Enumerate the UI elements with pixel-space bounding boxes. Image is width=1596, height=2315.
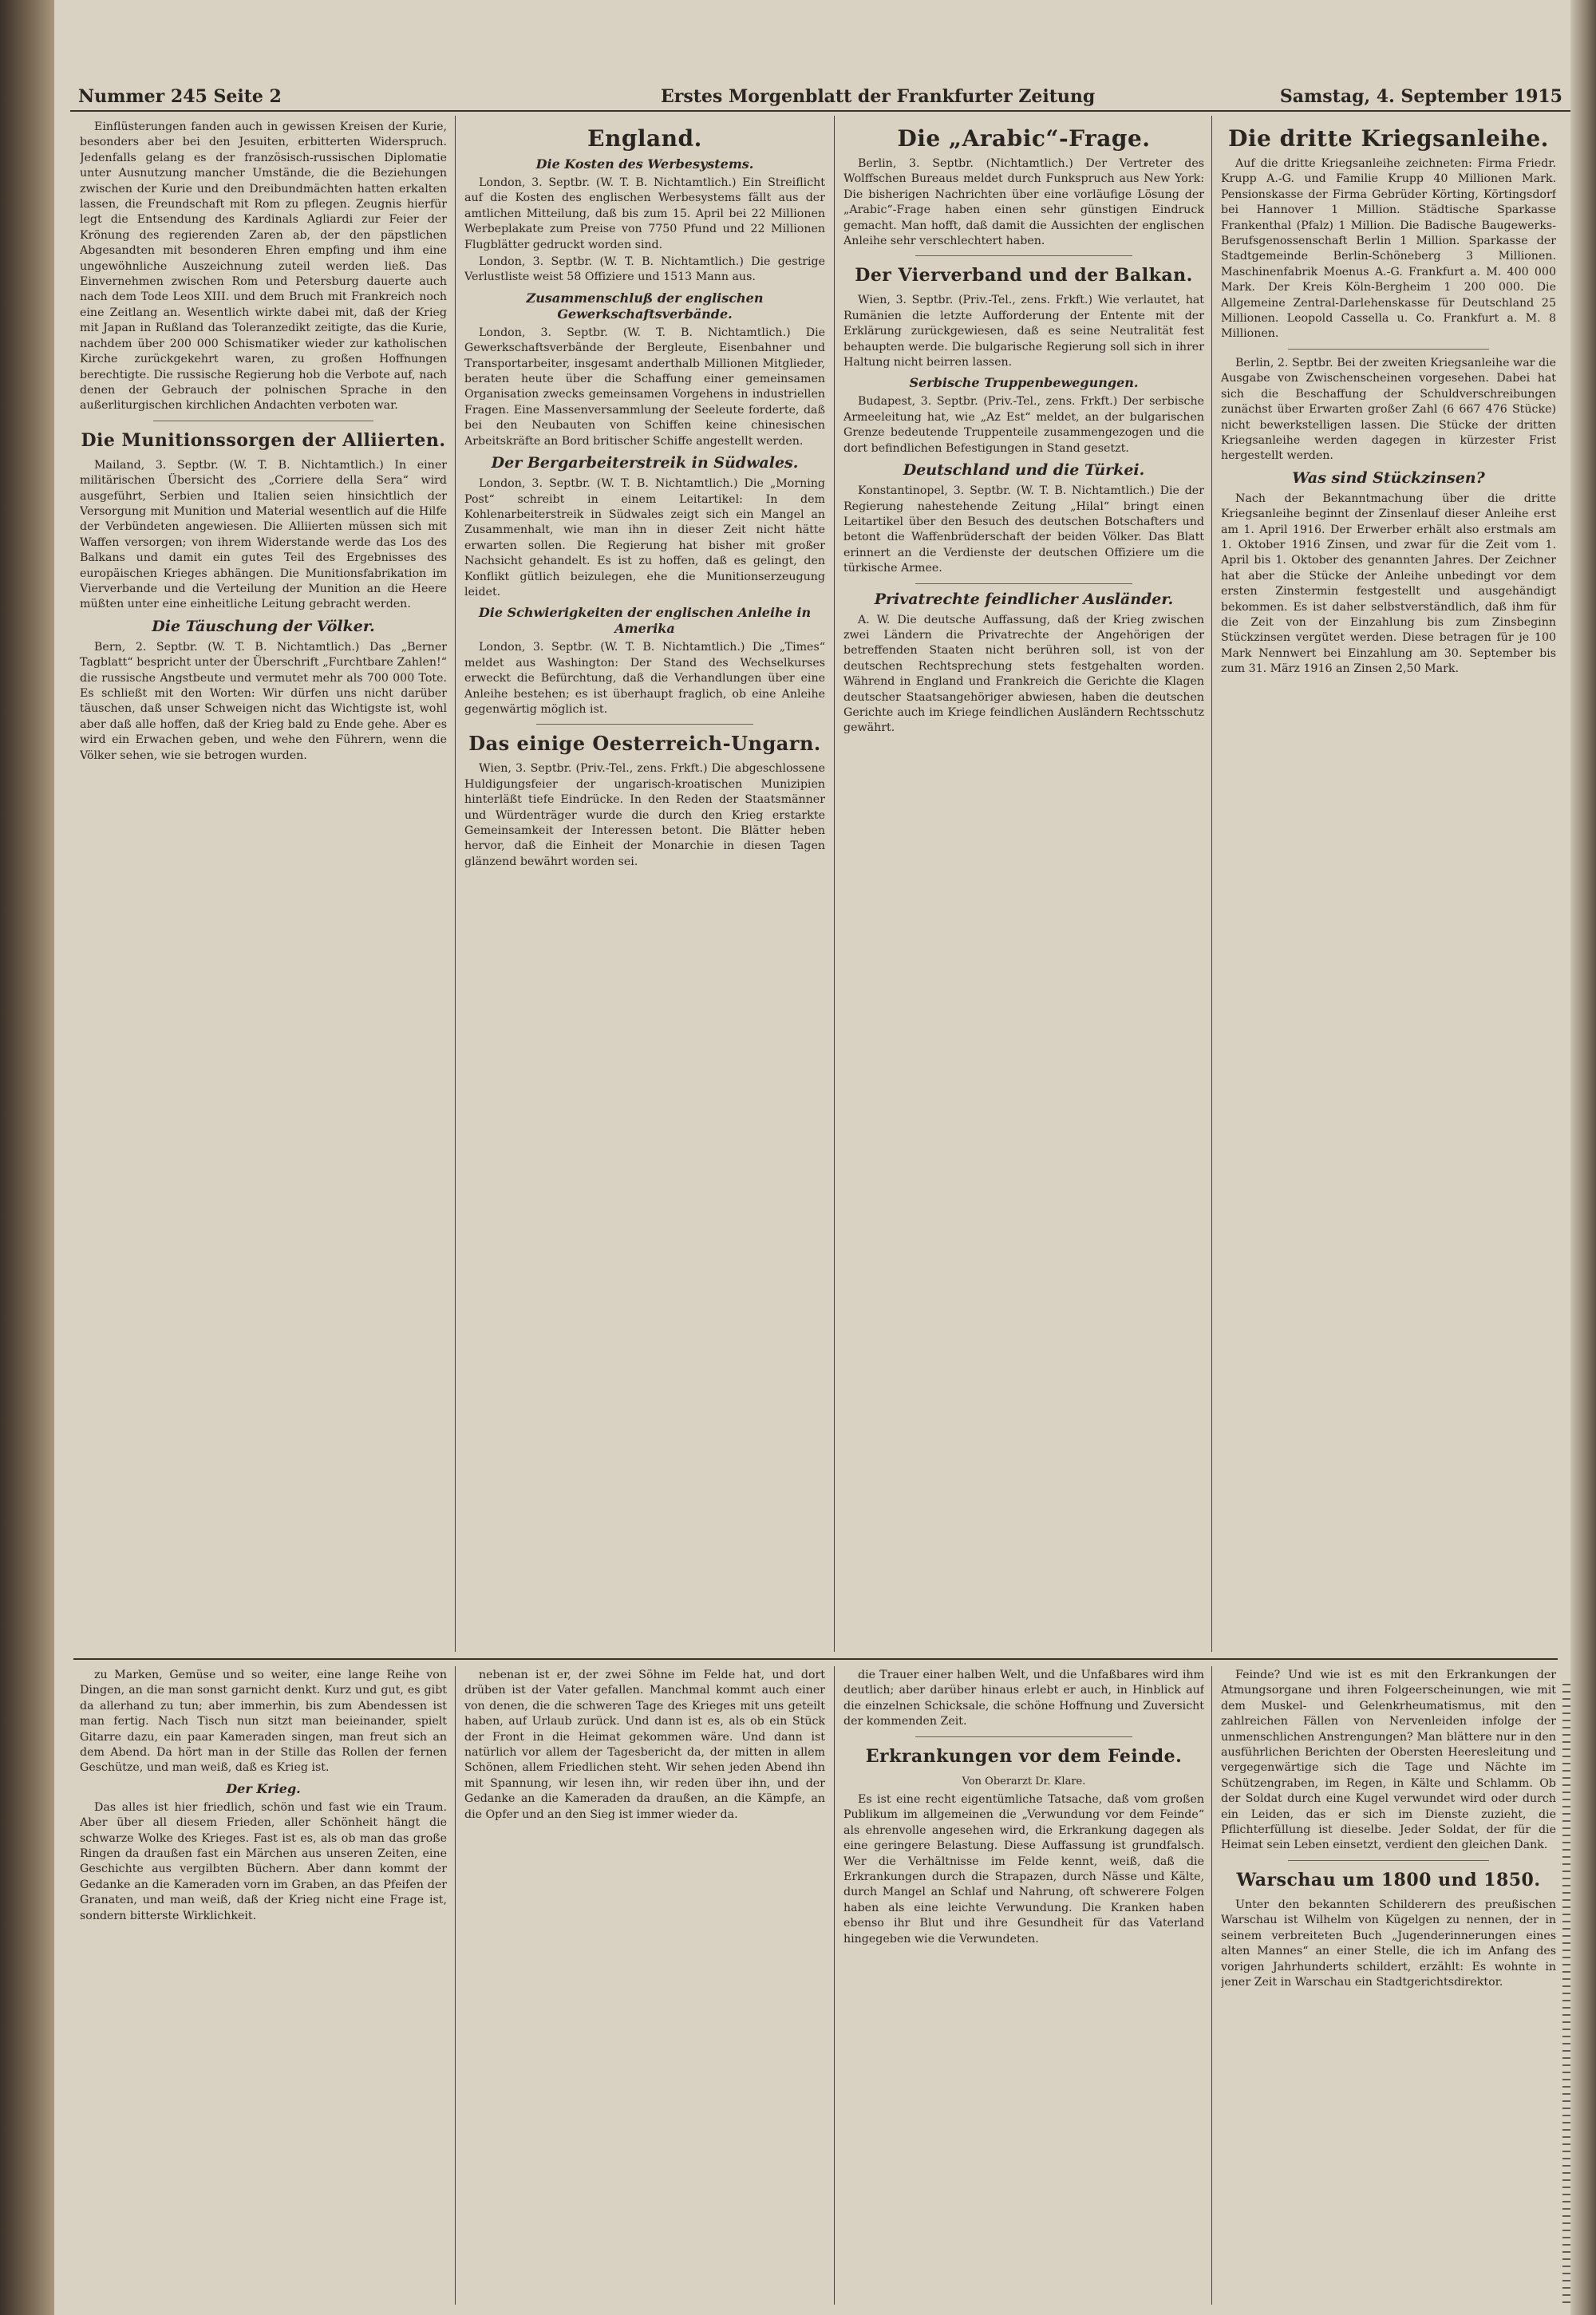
column-3	[843, 120, 1204, 1648]
book-binding-gutter	[0, 0, 54, 2315]
article-stueckzinsen: Nach der Bekanntmachung über die dritte Kriegsanleihe beginnt der Zinsenlauf dieser Anleihe erst am 1. April 1916. Der Erwerber erhält also erstmals am 1. Oktober 1916 Zinsen, und zwar für die Zeit vom 1. April bis 1. Oktober des genannten Jahres. Der Zeichner hat aber die Stücke der Anleihe unbedingt vor dem ersten Zinstermin festgestellt und ausgehändigt bekommen. Es ist daher selbstverständlich, daß ihm für die Zeit von der Einzahlung bis zum Zinsbeginn Stückzinsen vergütet werden. Diese betragen für je 100 Mark Nennwert bei Einzahlung am 30. September bis zum 31. März 1916 an Zinsen 2,50 Mark.	[1221, 492, 1556, 676]
article-oesterreich-ungarn: Wien, 3. Septbr. (Priv.-Tel., zens. Frkft.) Die abgeschlossene Huldigungsfeier der ungarisch-kroatischen Munizipien hinterläßt tiefe Eindrücke. In den Reden der Staatsmänner und Würdenträger wurde die durch den Krieg erstarkte Gemeinsamkeit der Interessen betont. Die Blätter heben hervor, daß die Einheit der Monarchie in diesen Tagen glänzend bewährt worden sei.	[464, 762, 825, 868]
article-verlustliste: London, 3. Septbr. (W. T. B. Nichtamtlich.) Die gestrige Verlustliste weist 58 Offiziere und 1513 Mann aus.	[464, 255, 825, 284]
article-kriegsanleihe-zeichnungen: Auf die dritte Kriegsanleihe zeichneten: Firma Friedr. Krupp A.-G. und Familie Krupp 40 Millionen Mark. Pensionskasse der Firma Gebrüder Körting, Körtingsdorf bei Hannover 1 Million. Städtische Sparkasse Frankenthal (Pfalz) 1 Million. Die Badische Baugewerks-Berufsgenossenschaft Berlin 1 Million. Sparkasse der Stadtgemeinde Berlin-Schöneberg 3 Millionen. Maschinenfabrik Moenus A.-G. Frankfurt a. M. 400 000 Mark. Der Kreis Köln-Bergheim 1 200 000. Die Allgemeine Zentral-Darlehenskasse für Deutschland 25 Millionen. Leopold Cassella u. Co. Frankfurt a. M. 8 Millionen.	[1221, 157, 1556, 341]
subhead-deutschland-tuerkei: Deutschland und die Türkei.	[903, 461, 1145, 480]
feuilleton-column-4	[1221, 1668, 1556, 2298]
article-arabic-frage: Berlin, 3. Septbr. (Nichtamtlich.) Der Vertreter des Wolffschen Bureaus meldet durch Funkspruch aus New York: Die bisherigen Nachrichten über eine vorläufige Lösung der „Arabic“-Frage haben einen sehr günstigen Eindruck gemacht. Man hofft, daß damit die Aussichten der englischen Anleihe sehr verschlechtert haben.	[843, 157, 1204, 248]
article-taeuschung: Bern, 2. Septbr. (W. T. B. Nichtamtlich.) Das „Berner Tagblatt“ bespricht unter der Überschrift „Furchtbare Zahlen!“ die russische Angstbeute und vermutet mehr als 700 000 Tote. Es schließt mit den Worten: Wir dürfen uns nicht darüber täuschen, daß unser Schweigen nicht das Wichtigste ist, wohl aber daß alle hoffen, daß der Krieg bald zu Ende gehe. Aber es wird ein Erwachen geben, und wehe den Führern, wenn die Völker sehen, wie sie betrogen wurden.	[80, 640, 447, 762]
page-edge-shadow	[1570, 0, 1596, 2315]
header-masthead: Erstes Morgenblatt der Frankfurter Zeitung	[661, 86, 1096, 107]
article-anleihe-amerika: London, 3. Septbr. (W. T. B. Nichtamtlich.) Die „Times“ meldet aus Washington: Der Stand des Wechselkurses erweckt die Befürchtung, daß die Verhandlungen über eine Anleihe bestehen; es ist überhaupt fraglich, ob eine Anleihe gegenwärtig möglich ist.	[464, 641, 825, 716]
feuilleton-text: Feinde? Und wie ist es mit den Erkrankungen der Atmungsorgane und ihren Folgeerscheinungen, wie mit dem Muskel- und Gelenkrheumatismus, mit den zahlreichen Fällen von Nervenleiden infolge der unmenschlichen Anstrengungen? Man blättere nur in den ausführlichen Berichten der Obersten Heeresleitung und vergegenwärtige sich die Tage und Nächte im Schützengraben, im Regen, in Kälte und Schlamm. Ob der Soldat durch eine Kugel verwundet wird oder durch ein Leiden, das er sich im Dienste zuzieht, die Pflichterfüllung ist dieselbe. Jeder Soldat, der für die Heimat sein Leben einsetzt, verdient den gleichen Dank.	[1221, 1669, 1556, 1852]
headline-erkrankungen: Erkrankungen vor dem Feinde.	[865, 1745, 1183, 1767]
article-kosten-werbesystem: London, 3. Septbr. (W. T. B. Nichtamtlich.) Ein Streiflicht auf die Kosten des englischen Werbesystems fällt aus der amtlichen Mitteilung, daß bis zum 15. April bei 22 Millionen Werbeplakate zum Preise von 7750 Pfund und 22 Millionen Flugblätter gedruckt worden sind.	[464, 176, 825, 251]
subhead-bergarbeiterstreik: Der Bergarbeiterstreik in Südwales.	[491, 454, 799, 472]
article-separator	[1288, 349, 1489, 350]
headline-oesterreich-ungarn: Das einige Oesterreich-Ungarn.	[468, 732, 821, 756]
feuilleton-text: zu Marken, Gemüse und so weiter, eine lange Reihe von Dingen, an die man sonst garnicht denkt. Kurz und gut, es gibt da allerhand zu tun; aber immerhin, bis zum Abendessen ist man fertig. Nach Tisch nun sitzt man beieinander, spielt Gitarre dazu, ein paar Kameraden singen, man freut sich an dem Abend. Da hört man in der Stille das Rollen der fernen Geschütze, und man weiß, daß es Krieg ist.	[80, 1669, 447, 1775]
byline-erkrankungen: Von Oberarzt Dr. Klare.	[962, 1775, 1086, 1788]
headline-warschau: Warschau um 1800 und 1850.	[1236, 1869, 1541, 1890]
column-rule	[834, 116, 835, 1652]
article-warschau: Unter den bekannten Schilderern des preußischen Warschau ist Wilhelm von Kügelgen zu nennen, der in seinem verbreiteten Buch „Jugenderinnerungen eines alten Mannes“ an einer Stelle, die ich im Anfang des vorigen Jahrhunderts schildert, erzählt: Es wohnte in jener Zeit in Warschau ein Stadtgerichtsdirektor.	[1221, 1898, 1556, 1989]
column-rule	[834, 1666, 835, 2305]
column-rule	[455, 116, 456, 1652]
page-header	[70, 83, 1570, 112]
article-vierverband-balkan: Wien, 3. Septbr. (Priv.-Tel., zens. Frkft.) Wie verlautet, hat Rumänien die letzte Aufforderung der Entente mit der Erklärung zurückgewiesen, daß es seine Neutralität fest behaupten werde. Die bulgarische Regierung soll sich in ihrer Haltung nicht beirren lassen.	[843, 294, 1204, 369]
feuilleton-column-1	[80, 1668, 447, 2298]
subhead-der-krieg: Der Krieg.	[226, 1780, 301, 1796]
article-gewerkschaften: London, 3. Septbr. (W. T. B. Nichtamtlich.) Die Gewerkschaftsverbände der Bergleute, Eisenbahner und Transportarbeiter, insgesamt anderthalb Millionen Mitglieder, beraten heute über die Schaffung einer gemeinsamen Organisation zwecks gemeinsamen Vorgehens in industriellen Fragen. Eine Massenversammlung der Seeleute forderte, daß bei den Neubauten von Schiffen keine chinesischen Arbeitskräfte an Bord britischer Schiffe angestellt werden.	[464, 326, 825, 448]
article-deutschland-tuerkei: Konstantinopel, 3. Septbr. (W. T. B. Nichtamtlich.) Die der Regierung nahestehende Zeitung „Hilal“ bringt einen Leitartikel über den Besuch des deutschen Botschafters und betont die Waffenbrüderschaft der beiden Völker. Das Blatt erinnert an die Verdienste der deutschen Offiziere um die türkische Armee.	[843, 484, 1204, 575]
column-rule	[1211, 116, 1212, 1652]
article-continuation-kurie: Einflüsterungen fanden auch in gewissen Kreisen der Kurie, besonders aber bei den Jesuiten, erbitterten Widerspruch. Jedenfalls gelang es der französisch-russischen Diplomatie unter Ausnutzung mancher Umstände, die die Beziehungen zwischen der Kurie und den Dreibundmächten hatten erkalten lassen, die Freundschaft mit Rom zu pflegen. Zeugnis hierfür legt die Entsendung des Kardinals Agliardi zur Feier der Krönung des regierenden Zaren ab, der den päpstlichen Abgesandten mit besonderen Ehren empfing und ihm eine ungewöhnliche Auszeichnung zuteil werden ließ. Das Einvernehmen zwischen Rom und Petersburg dauerte auch nach dem Tode Leos XIII. und dem Bruch mit Frankreich noch eine Zeitlang an. Wesentlich wirkte dabei mit, daß der Krieg mit Japan in Rußland das Toleranzedikt zeitigte, das die Kurie, nachdem über 200 000 Schismatiker wieder zur katholischen Kirche zurückgekehrt waren, zu großen Hoffnungen berechtigte. Die russische Regierung hob die Verbote auf, nach denen der Gebrauch der polnischen Sprache in den außerliturgischen kirchlichen Andachten verboten war.	[80, 120, 447, 413]
column-1	[80, 120, 447, 1648]
column-2	[464, 120, 825, 1648]
article-privatrechte: A. W. Die deutsche Auffassung, daß der Krieg zwischen zwei Ländern die Privatrechte der Angehörigen der betreffenden Staaten nicht berühren soll, ist von der deutschen Rechtsprechung stets festgehalten worden. Während in England und Frankreich die Gerichte die Klagen deutscher Staatsangehöriger abwiesen, haben die deutschen Gerichte auch im Kriege feindlichen Ausländern Rechtsschutz gewährt.	[843, 613, 1204, 735]
article-separator	[915, 255, 1132, 256]
subhead-serbische-truppen: Serbische Truppenbewegungen.	[909, 375, 1139, 391]
header-date: Samstag, 4. September 1915	[1279, 86, 1562, 107]
subhead-privatrechte: Privatrechte feindlicher Ausländer.	[874, 590, 1174, 608]
feuilleton-column-3	[843, 1668, 1204, 2298]
subhead-gewerkschaften: Zusammenschluß der englischen Gewerkschaftsverbände.	[526, 290, 764, 322]
headline-taeuschung: Die Täuschung der Völker.	[152, 617, 375, 635]
subhead-anleihe-amerika: Die Schwierigkeiten der englischen Anleihe in Amerika	[478, 605, 812, 637]
headline-vierverband-balkan: Der Vierverband und der Balkan.	[855, 265, 1193, 286]
headline-stueckzinsen: Was sind Stückzinsen?	[1292, 468, 1485, 487]
article-serbische-truppen: Budapest, 3. Septbr. (Priv.-Tel., zens. Frkft.) Der serbische Armeeleitung hat, wie „Az Est“ meldet, an der bulgarischen Grenze bedeutende Truppenteile zusammengezogen und die dort befindlichen Befestigungen in Stand gesetzt.	[843, 395, 1204, 455]
article-erkrankungen: Es ist eine recht eigentümliche Tatsache, daß vom großen Publikum im allgemeinen die „Verwundung vor dem Feinde“ als ehrenvolle angesehen wird, die Erkrankung dagegen als eine geringere Belastung. Diese Auffassung ist grundfalsch. Wer die Verhältnisse im Felde kennt, weiß, daß die Erkrankungen durch die Strapazen, durch Nässe und Kälte, durch Mangel an Schlaf und Nahrung, oft schwerere Folgen haben als eine leichte Verwundung. Die Kranken haben ebenso ihr Blut und ihre Gesundheit für das Vaterland hingegeben wie die Verwundeten.	[843, 1793, 1204, 1946]
article-separator	[915, 1736, 1132, 1737]
article-munitionssorgen: Mailand, 3. Septbr. (W. T. B. Nichtamtlich.) In einer militärischen Übersicht des „Corriere della Sera“ wird ausgeführt, Serbien und Italien seien hinsichtlich der Versorgung mit Munition und Material wesentlich auf die Hilfe der Verbündeten angewiesen. Die Alliierten müssen sich mit Waffen versorgen; von ihrem Widerstande werde das Los des Balkans und damit ein gutes Teil des Ergebnisses des europäischen Krieges abhängen. Die Munitionsfabrikation im Vierverbande und die Verteilung der Munition an die Heere müßten unter eine einheitliche Leitung gebracht werden.	[80, 458, 447, 611]
column-4	[1221, 120, 1556, 1648]
feuilleton-divider	[73, 1658, 1558, 1660]
margin-ruler	[1562, 1684, 1570, 2306]
article-kriegsanleihe-zwischenscheine: Berlin, 2. Septbr. Bei der zweiten Kriegsanleihe war die Ausgabe von Zwischenscheinen vorgesehen. Dabei hat sich die Beschaffung der Schuldverschreibungen zunächst über Erwarten großer Zahl (6 667 476 Stücke) nicht bewerkstelligen lassen. Die Stücke der dritten Kriegsanleihe werden dagegen in kürzester Frist hergestellt werden.	[1221, 356, 1556, 463]
feuilleton-text: nebenan ist er, der zwei Söhne im Felde hat, und dort drüben ist der Vater gefallen. Manchmal kommt auch einer von denen, die die schweren Tage des Krieges mit uns geteilt haben, auf Urlaub zurück. Und dann ist es, als ob ein Stück der Front in die Heimat gekommen wäre. Und dann ist natürlich vor allem der Tagesbericht da, der mitten in allem Schönen, allem Friedlichen steht. Wir sehen jeden Abend ihn mit Spannung, wir lesen ihn, wir reden über ihn, und der Gedanke an die Kameraden da draußen, an die Kämpfe, an die Opfer und an den Sieg ist immer wieder da.	[464, 1669, 825, 1821]
article-separator	[536, 724, 753, 725]
article-bergarbeiterstreik: London, 3. Septbr. (W. T. B. Nichtamtlich.) Die „Morning Post“ schreibt in einem Leitartikel: In dem Kohlenarbeiterstreik in Südwales zeigt sich ein Mangel an Zusammenhalt, wie man ihn in dieser Zeit nicht hätte erwarten sollen. Die Regierung hat bisher mit großer Nachsicht gehandelt. Es ist zu hoffen, daß es gelingt, den Konflikt gütlich beizulegen, ehe die Munitionserzeugung leidet.	[464, 477, 825, 599]
headline-england: England.	[587, 125, 702, 152]
header-issue-number: Nummer 245 Seite 2	[78, 86, 282, 107]
feuilleton-text: die Trauer einer halben Welt, und die Unfaßbares wird ihm deutlich; aber darüber hinaus erlebt er auch, in Hinblick auf die einzelnen Schicksale, die schöne Hoffnung und Zuversicht der kommenden Zeit.	[843, 1669, 1204, 1728]
feuilleton-der-krieg: Das alles ist hier friedlich, schön und fast wie ein Traum. Aber über all diesem Frieden, aller Schönheit hängt die schwarze Wolke des Krieges. Fast ist es, als ob man das große Ringen da draußen fast ein Märchen aus unseren Zeiten, eine Geschichte aus vergilbten Büchern. Aber dann kommt der Gedanke an die Kameraden vorn im Graben, an das Pfeifen der Granaten, und man weiß, daß der Krieg nicht eine Frage ist, sondern bitterste Wirklichkeit.	[80, 1800, 447, 1922]
column-rule	[1211, 1666, 1212, 2305]
article-separator	[915, 583, 1132, 584]
feuilleton-column-2	[464, 1668, 825, 2298]
article-separator	[1288, 1860, 1489, 1861]
headline-kriegsanleihe: Die dritte Kriegsanleihe.	[1228, 125, 1549, 152]
column-rule	[455, 1666, 456, 2305]
subhead-kosten-werbesystem: Die Kosten des Werbesystems.	[535, 156, 754, 172]
headline-arabic-frage: Die „Arabic“-Frage.	[897, 125, 1151, 152]
headline-munitionssorgen: Die Munitionssorgen der Alliierten.	[81, 429, 446, 451]
